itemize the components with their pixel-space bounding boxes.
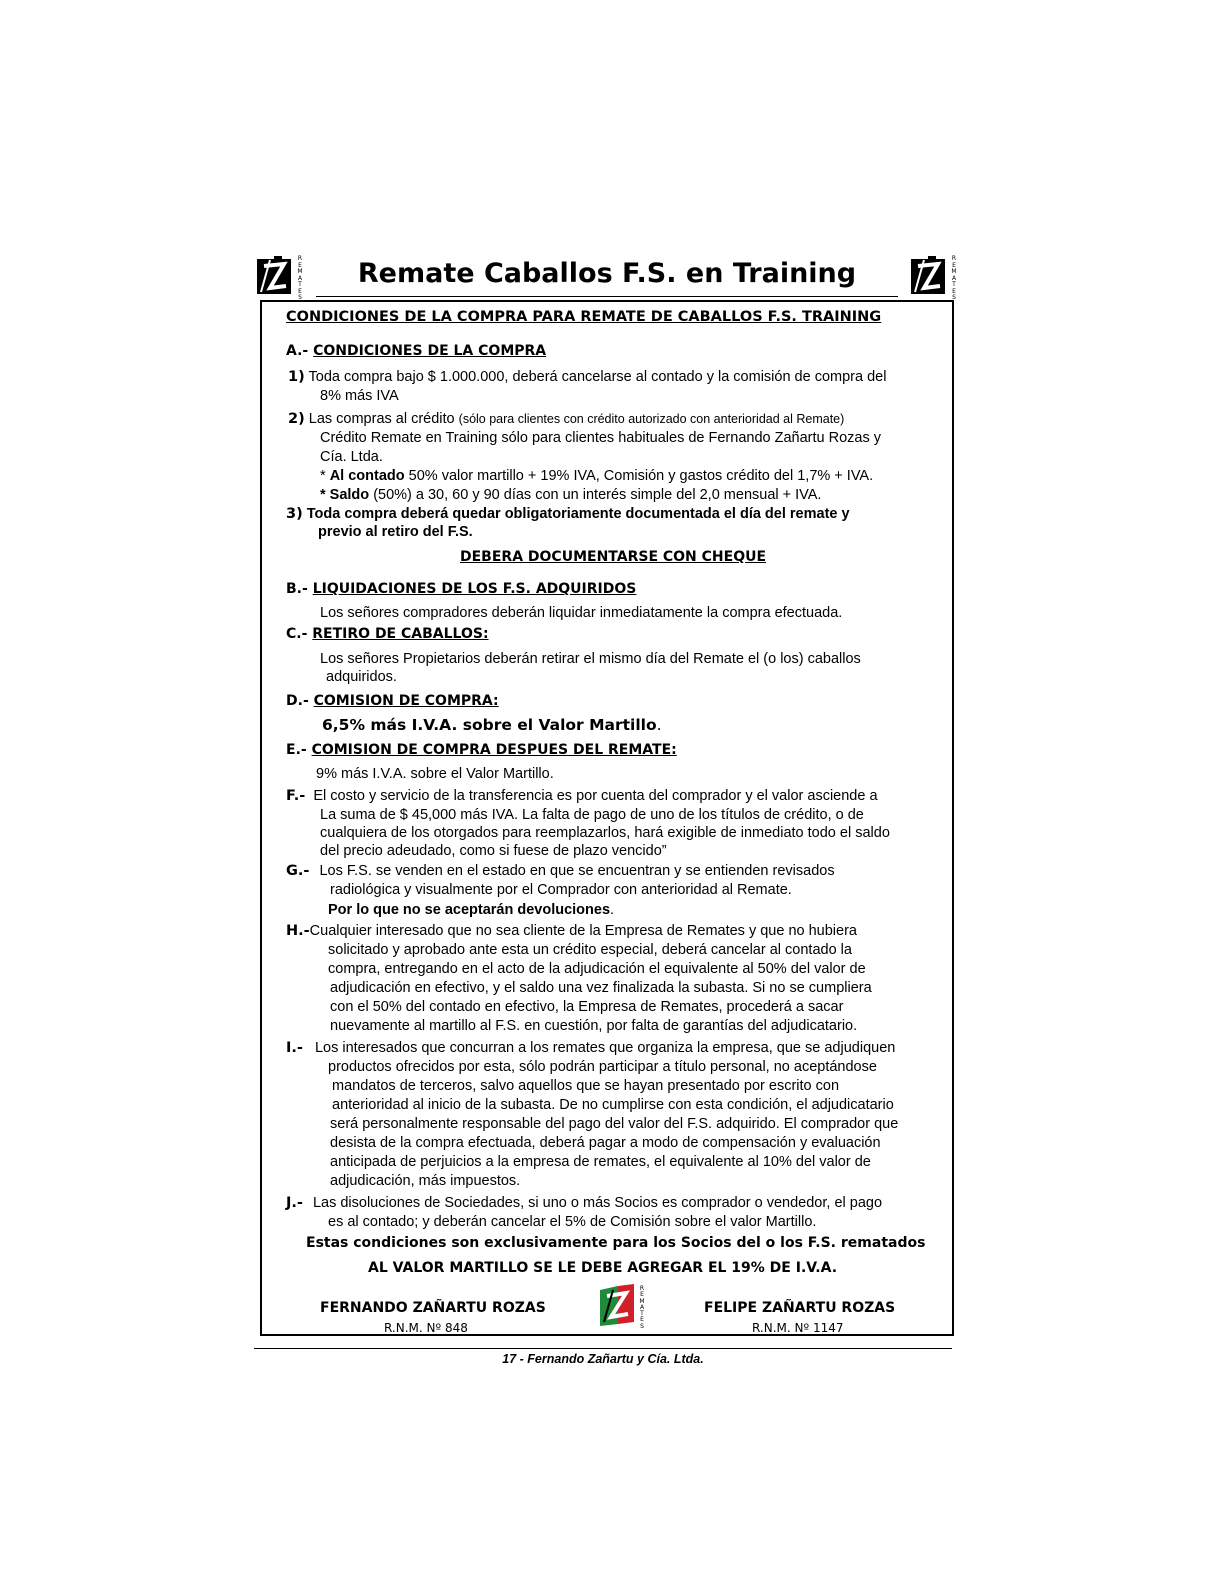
company-logo: [910, 255, 958, 301]
section-c-heading: [286, 625, 489, 644]
logo-vertical-text: R E M A T E S: [639, 1285, 645, 1330]
section-title: COMISION DE COMPRA DESPUES DEL REMATE:: [311, 742, 677, 758]
saldo-label: * Saldo: [320, 487, 370, 503]
zanartu-logo-mark: [910, 256, 948, 296]
section-j-line: es al contado; y deberán cancelar el 5% de Comisión sobre el valor Martillo.: [328, 1214, 817, 1230]
section-text: Los F.S. se venden en el estado en que se encuentran y se entienden revisados: [319, 863, 835, 879]
zanartu-logo-color-icon: [598, 1284, 636, 1328]
section-b-text: Los señores compradores deberán liquidar inmediatamente la compra efectuada.: [320, 605, 843, 621]
section-text: El costo y servicio de la transferencia es por cuenta del comprador y el valor asciende a: [313, 788, 878, 804]
company-logo: [256, 255, 304, 301]
section-title: RETIRO DE CABALLOS:: [312, 626, 489, 642]
company-logo-color: [598, 1284, 646, 1328]
item-2-line: Crédito Remate en Training sólo para clientes habituales de Fernando Zañartu Rozas y: [320, 430, 881, 446]
saldo-text: (50%) a 30, 60 y 90 días con un interés simple del 2,0 mensual + IVA.: [373, 487, 822, 503]
section-prefix: I.-: [286, 1040, 303, 1056]
section-f-line: cualquiera de los otorgados para reemplazarlos, hará exigible de inmediato todo el saldo: [320, 825, 890, 841]
section-c-text: Los señores Propietarios deberán retirar el mismo día del Remate el (o los) caballos: [320, 651, 861, 667]
logo-vertical-text: R E M A T E S: [951, 255, 957, 301]
section-h-line: nuevamente al martillo al F.S. en cuestión, por falta de garantías del adjudicatario.: [330, 1018, 858, 1034]
section-prefix: G.-: [286, 863, 310, 879]
section-a-heading: [286, 342, 546, 361]
closing-note: Estas condiciones son exclusivamente para los Socios del o los F.S. rematados: [306, 1235, 926, 1251]
section-h-line: compra, entregando en el acto de la adjudicación el equivalente al 50% del valor de: [328, 961, 866, 977]
cheque-notice: DEBERA DOCUMENTARSE CON CHEQUE: [460, 549, 767, 565]
item-2-line: Cía. Ltda.: [320, 449, 383, 465]
main-heading: CONDICIONES DE LA COMPRA PARA REMATE DE CABALLOS F.S. TRAINING: [286, 309, 882, 325]
section-title: LIQUIDACIONES DE LOS F.S. ADQUIRIDOS: [312, 581, 637, 597]
section-title: COMISION DE COMPRA:: [313, 693, 499, 709]
item-3: [286, 505, 850, 524]
item-1-continued: 8% más IVA: [320, 388, 399, 404]
section-i-line: mandatos de terceros, salvo aquellos que se hayan presentado por escrito con: [332, 1078, 840, 1094]
item-2: [288, 410, 844, 429]
section-d-heading: [286, 692, 499, 711]
item-number: 3): [286, 506, 303, 522]
bullet: *: [320, 468, 326, 484]
page-header: [256, 252, 958, 301]
contado-line: [320, 467, 873, 486]
section-text: Cualquier interesado que no sea cliente de la Empresa de Remates y que no hubiera: [309, 923, 857, 939]
item-note: (sólo para clientes con crédito autorizado con anterioridad al Remate): [458, 412, 845, 426]
section-h-line: adjudicación en efectivo, y el saldo una vez finalizada la subasta. Si no se cumpliera: [330, 980, 872, 996]
section-f-line: [286, 787, 878, 806]
section-d-text: [322, 716, 662, 735]
item-text: Toda compra bajo $ 1.000.000, deberá cancelarse al contado y la comisión de compra del: [308, 369, 887, 385]
section-text: Las disoluciones de Sociedades, si uno o más Socios es comprador o vendedor, el pago: [312, 1195, 883, 1211]
signatory-right-name: FELIPE ZAÑARTU ROZAS: [704, 1300, 896, 1316]
section-i-line: desista de la compra efectuada, deberá pagar a modo de compensación y evaluación: [330, 1135, 881, 1151]
page-title: Remate Caballos F.S. en Training: [316, 252, 898, 297]
section-prefix: J.-: [286, 1195, 303, 1211]
item-text: Toda compra deberá quedar obligatoriamente documentada el día del remate y: [306, 506, 850, 522]
item-3-continued: previo al retiro del F.S.: [318, 524, 473, 540]
section-f-line: La suma de $ 45,000 más IVA. La falta de pago de uno de los títulos de crédito, o de: [320, 807, 864, 823]
section-e-heading: [286, 741, 677, 760]
section-i-line: adjudicación, más impuestos.: [330, 1173, 521, 1189]
commission-rate: 6,5% más I.V.A. sobre el Valor Martillo: [322, 716, 657, 734]
item-1: [288, 368, 886, 387]
section-prefix: B.-: [286, 581, 308, 597]
iva-notice: AL VALOR MARTILLO SE LE DEBE AGREGAR EL 19% DE I.V.A.: [368, 1260, 838, 1276]
contado-text: 50% valor martillo + 19% IVA, Comisión y gastos crédito del 1,7% + IVA.: [408, 468, 874, 484]
section-text: Los interesados que concurran a los remates que organiza la empresa, que se adjudiquen: [314, 1040, 896, 1056]
section-h-line: con el 50% del contado en efectivo, la Empresa de Remates, procederá a sacar: [330, 999, 844, 1015]
section-g-line: radiológica y visualmente por el Comprador con anterioridad al Remate.: [330, 882, 792, 898]
section-i-line: anticipada de perjuicios a la empresa de remates, el equivalente al 10% del valor de: [330, 1154, 871, 1170]
section-h-line: [286, 922, 857, 941]
contado-label: Al contado: [329, 468, 405, 484]
section-e-text: 9% más I.V.A. sobre el Valor Martillo.: [316, 766, 554, 782]
section-g-line: [328, 901, 614, 920]
section-prefix: E.-: [286, 742, 307, 758]
signatory-right-rnm: R.N.M. Nº 1147: [752, 1321, 844, 1335]
signatory-left-rnm: R.N.M. Nº 848: [384, 1321, 468, 1335]
signatory-left-name: FERNANDO ZAÑARTU ROZAS: [320, 1300, 546, 1316]
section-prefix: H.-: [286, 923, 310, 939]
item-text: Las compras al crédito: [308, 411, 455, 427]
section-i-line: productos ofrecidos por esta, sólo podrán participar a título personal, no aceptándose: [328, 1059, 877, 1075]
punctuation: .: [656, 716, 662, 734]
section-title: CONDICIONES DE LA COMPRA: [313, 343, 547, 359]
footer-divider: [254, 1348, 952, 1349]
section-f-line: del precio adeudado, como si fuese de plazo vencido”: [320, 843, 667, 859]
section-i-line: [286, 1039, 895, 1058]
section-b-heading: [286, 580, 636, 599]
section-prefix: F.-: [286, 788, 306, 804]
section-c-text: adquiridos.: [326, 669, 397, 685]
section-i-line: será personalmente responsable del pago del valor del F.S. adquirido. El comprador que: [330, 1116, 899, 1132]
item-number: 2): [288, 411, 305, 427]
logo-vertical-text: R E M A T E S: [297, 255, 303, 301]
section-prefix: A.-: [286, 343, 309, 359]
section-h-line: solicitado y aprobado ante esta un crédito especial, deberá cancelar al contado la: [328, 942, 852, 958]
saldo-line: [320, 486, 821, 505]
page-footer: 17 - Fernando Zañartu y Cía. Ltda.: [502, 1352, 704, 1366]
item-number: 1): [288, 369, 305, 385]
section-i-line: anterioridad al inicio de la subasta. De no cumplirse con esta condición, el adjudicatario: [332, 1097, 894, 1113]
no-returns-notice: Por lo que no se aceptarán devoluciones: [328, 902, 611, 918]
section-g-line: [286, 862, 835, 881]
section-j-line: [286, 1194, 882, 1213]
zanartu-logo-mark: [256, 256, 294, 296]
punctuation: .: [610, 902, 615, 918]
section-prefix: D.-: [286, 693, 309, 709]
section-prefix: C.-: [286, 626, 308, 642]
